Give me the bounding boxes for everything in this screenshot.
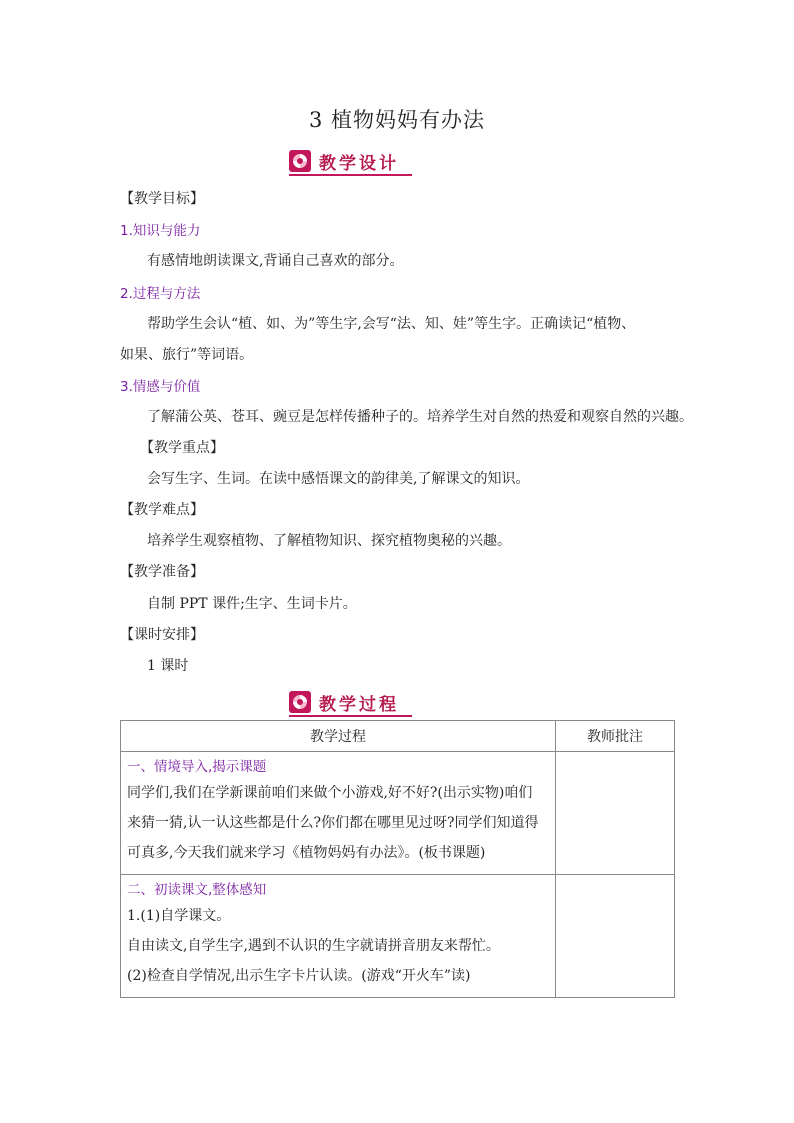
objective-1-text: 有感情地朗读课文,背诵自己喜欢的部分。	[147, 253, 404, 269]
section-banner-process	[289, 690, 412, 714]
paragraph-line: 同学们,我们在学新课前咱们来做个小游戏,好不好?(出示实物)咱们	[127, 785, 533, 801]
notes-cell	[556, 875, 675, 998]
paragraph-line: 可真多,今天我们就来学习《植物妈妈有办法》。(板书课题)	[127, 845, 486, 861]
paragraph-line: 来猜一猜,认一认这些都是什么?你们都在哪里见过呀?同学们知道得	[127, 815, 539, 831]
paragraph-line: 1.(1)自学课文。	[127, 908, 231, 924]
paragraph-line: (2)检查自学情况,出示生字卡片认读。(游戏“开火车”读)	[127, 968, 471, 984]
process-cell	[121, 752, 556, 875]
banner-underline	[289, 174, 412, 176]
teaching-process-table	[120, 720, 675, 998]
preparation-text: 自制 PPT 课件;生字、生词卡片。	[147, 596, 357, 612]
schedule-text: 1 课时	[147, 658, 189, 674]
objective-3-text: 了解蒲公英、苍耳、豌豆是怎样传播种子的。培养学生对自然的热爱和观察自然的兴趣。	[147, 409, 693, 425]
table-row	[121, 752, 675, 875]
objective-1-title: 1.知识与能力	[120, 223, 201, 239]
objectives-heading: 【教学目标】	[120, 191, 204, 207]
banner-underline	[289, 715, 412, 717]
header-teacher-notes: 教师批注	[556, 721, 675, 752]
table-header-row	[121, 721, 675, 752]
objective-2-text-line1: 帮助学生会认“植、如、为”等生字,会写“法、知、娃”等生字。正确读记“植物、	[147, 316, 636, 332]
header-teaching-process: 教学过程	[121, 721, 556, 752]
notes-cell	[556, 752, 675, 875]
swirl-logo-icon	[289, 691, 311, 713]
difficulties-text: 培养学生观察植物、了解植物知识、探究植物奥秘的兴趣。	[147, 533, 511, 549]
difficulties-heading: 【教学难点】	[120, 502, 204, 518]
objective-2-title: 2.过程与方法	[120, 286, 201, 302]
process-cell	[121, 875, 556, 998]
key-points-heading: 【教学重点】	[140, 440, 224, 456]
section-heading: 一、情境导入,揭示课题	[127, 759, 267, 775]
schedule-heading: 【课时安排】	[120, 627, 204, 643]
table-row	[121, 875, 675, 998]
section-banner-design	[289, 149, 412, 173]
banner-label: 教学设计	[319, 153, 399, 174]
objective-2-text-line2: 如果、旅行”等词语。	[120, 347, 254, 363]
banner-label: 教学过程	[319, 694, 399, 715]
key-points-text: 会写生字、生词。在读中感悟课文的韵律美,了解课文的知识。	[147, 471, 530, 487]
preparation-heading: 【教学准备】	[120, 564, 204, 580]
section-heading: 二、初读课文,整体感知	[127, 882, 267, 898]
page-title: 3 植物妈妈有办法	[308, 108, 486, 132]
paragraph-line: 自由读文,自学生字,遇到不认识的生字就请拼音朋友来帮忙。	[127, 938, 500, 954]
swirl-logo-icon	[289, 150, 311, 172]
objective-3-title: 3.情感与价值	[120, 379, 201, 395]
